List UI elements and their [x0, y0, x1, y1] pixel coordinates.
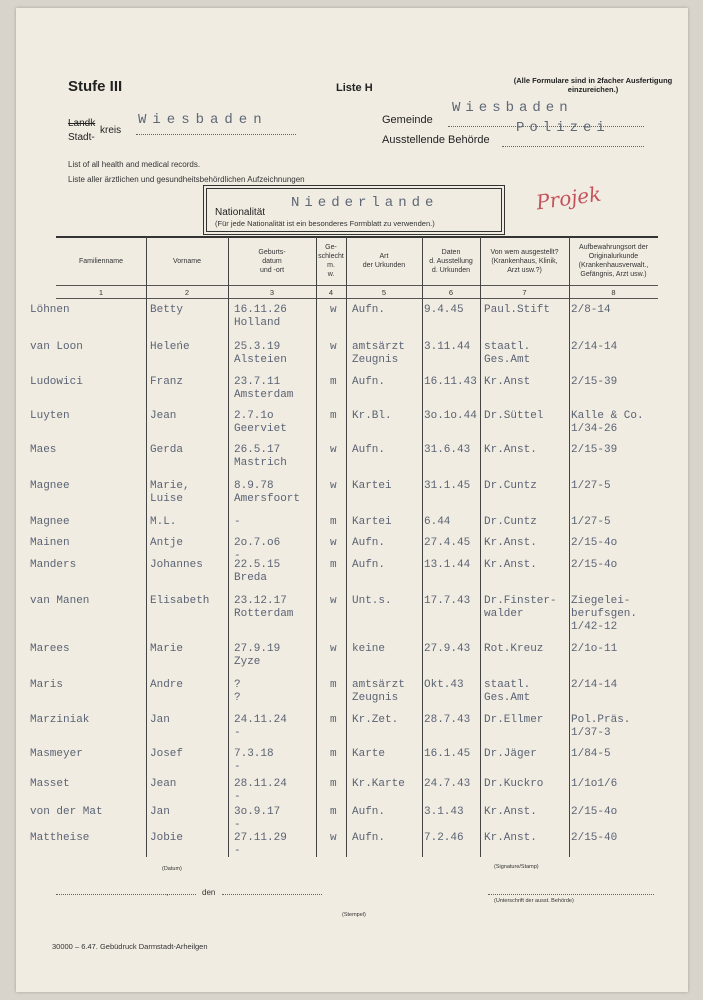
column-divider — [480, 237, 481, 857]
kreis-label: kreis — [100, 125, 122, 136]
cell-ort: 2/14-14 — [571, 341, 618, 353]
cell-ort: 2/14-14 — [571, 679, 618, 691]
stadtkreis-label: Stadt- — [68, 132, 95, 143]
list-german: Liste aller ärztlichen und gesundheitsbehördlichen Aufzeichnungen — [68, 175, 305, 184]
cell-von: staatl. Ges.Amt — [484, 679, 531, 704]
cell-art: Kartei — [352, 516, 392, 528]
document-sheet: Stufe III Liste H (Alle Formulare sind in 2facher Ausfertigung einzureichen.) Landk Stadt- kreis Wiesbaden Gemeinde Wiesbaden Ausstellende Behörde Polizei List of all health and medical records. Liste aller ärztlichen und gesundheitsbehördlichen Aufzeichnungen Nationalität Niederlande (Für jede Nationalität ist ein besonderes Formblatt zu verwenden.) Projek Familienname 1 Vorname 2 Geburts- datum und -ort 3 Ge- schlecht m. w. 4 Art der Urkunden 5 Daten d. Ausstellung d. Urkunden 6 Von wem ausgestellt? (Krankenhaus, Klinik, Arzt usw.?) 7 Aufbewahrungsort der Originalurkunde (Krankenhausverwalt., Gefängnis, Arzt usw.) 8 Löhnen Betty 16.11.26 Holland w Aufn. 9.4.45 Paul.Stift 2/8-14 van Loon Heleńe 25.3.19 Alsteien w amtsärzt Zeugnis 3.11.44 staatl. Ges.Amt 2/14-14 Ludowici Franz 23.7.11 Amsterdam m Aufn. 16.11.43 Kr.Anst 2/15-39 Luyten Jean 2.7.1o Geerviet m Kr.Bl. 3o.1o.44 Dr.Süttel Kalle & Co. 1/34-26 Maes Gerda 26.5.17 Mastrich w Aufn. 31.6.43 Kr.Anst. 2/15-39 Magnee Marie, Luise 8.9.78 Amersfoort w Kartei 31.1.45 Dr.Cuntz 1/27-5 Magnee M.L. - m Kartei 6.44 Dr.Cuntz 1/27-5 Mainen Antje 2o.7.o6 - w Aufn. 27.4.45 Kr.Anst. 2/15-4o Manders Johannes 22.5.15 Breda m Aufn. 13.1.44 Kr.Anst. 2/15-4o van Manen Elisabeth 23.12.17 Rotterdam w Unt.s. 17.7.43 Dr.Finster- walder Ziegelei- berufsgen. 1/42-12 Marees Marie 27.9.19 Zyze w keine 27.9.43 Rot.Kreuz 2/1o-11 Maris Andre ? ? m amtsärzt Zeugnis Okt.43 staatl. Ges.Amt 2/14-14 Marziniak Jan 24.11.24 - m Kr.Zet. 28.7.43 Dr.Ellmer Pol.Präs. 1/37-3 Masmeyer Josef 7.3.18 - m Karte 16.1.45 Dr.Jäger 1/84-5 Masset Jean 28.11.24 - m Kr.Karte 24.7.43 Dr.Kuckro 1/1o1/6 von der Mat Jan 3o.9.17 - m Aufn. 3.1.43 Kr.Anst. 2/15-4o Mattheise Jobie 27.11.29 - w Aufn. 7.2.46 Kr.Anst. 2/15-40 (Datum) (Signature/Stamp) , den (Stempel) (Unterschrift der ausst. Behörde) 30000 – 6.47. Gebüdruck Darmstadt-Arheilgen — [16, 8, 688, 992]
cell-geburt: 23.7.11 Amsterdam — [234, 376, 294, 401]
cell-datum: 28.7.43 — [424, 714, 471, 726]
cell-vorname: Betty — [150, 304, 184, 316]
cell-ort: 2/15-4o — [571, 559, 618, 571]
column-divider — [346, 237, 347, 857]
cell-name: Maes — [30, 444, 57, 456]
nationality-value: Niederlande — [291, 195, 439, 211]
ausfertigung-note — [508, 76, 678, 94]
behoerde-value: Polizei — [516, 120, 610, 136]
column-number-3: 3 — [269, 288, 275, 297]
cell-ort: 1/84-5 — [571, 748, 611, 760]
cell-vorname: Heleńe — [150, 341, 190, 353]
cell-g: w — [330, 832, 337, 844]
column-number-5: 5 — [381, 288, 387, 297]
gemeinde-label: Gemeinde — [382, 114, 433, 126]
cell-datum: 16.1.45 — [424, 748, 471, 760]
cell-art: Aufn. — [352, 376, 386, 388]
cell-g: w — [330, 643, 337, 655]
cell-datum: 17.7.43 — [424, 595, 471, 607]
cell-art: Aufn. — [352, 806, 386, 818]
cell-art: Kr.Bl. — [352, 410, 392, 422]
den-label: den — [202, 888, 216, 897]
column-header-8: Aufbewahrungsort der Originalurkunde (Krankenhausverwalt., Gefängnis, Arzt usw.) — [578, 244, 649, 278]
cell-datum: 7.2.46 — [424, 832, 464, 844]
cell-ort: Kalle & Co. 1/34-26 — [571, 410, 644, 435]
cell-art: Karte — [352, 748, 386, 760]
cell-name: Maris — [30, 679, 64, 691]
stufe-title: Stufe III — [68, 78, 123, 95]
unterschrift-label: (Unterschrift der ausst. Behörde) — [494, 898, 574, 904]
cell-ort: Ziegelei- berufsgen. 1/42-12 — [571, 595, 638, 633]
cell-art: Unt.s. — [352, 595, 392, 607]
cell-art: Kr.Karte — [352, 778, 405, 790]
cell-von: Dr.Jäger — [484, 748, 537, 760]
cell-von: Kr.Anst — [484, 376, 531, 388]
cell-datum: Okt.43 — [424, 679, 464, 691]
cell-name: Masset — [30, 778, 70, 790]
cell-art: amtsärzt Zeugnis — [352, 679, 405, 704]
cell-vorname: Johannes — [150, 559, 203, 571]
cell-ort: 2/8-14 — [571, 304, 611, 316]
cell-g: w — [330, 304, 337, 316]
cell-name: Mattheise — [30, 832, 90, 844]
cell-g: w — [330, 341, 337, 353]
cell-datum: 13.1.44 — [424, 559, 471, 571]
cell-geburt: 2.7.1o Geerviet — [234, 410, 287, 435]
column-header-3: Geburts- datum und -ort — [258, 248, 286, 274]
cell-g: w — [330, 595, 337, 607]
cell-art: Aufn. — [352, 444, 386, 456]
cell-g: m — [330, 410, 337, 422]
cell-geburt: 2o.7.o6 - — [234, 537, 281, 562]
cell-geburt: 25.3.19 Alsteien — [234, 341, 287, 366]
column-number-7: 7 — [522, 288, 527, 297]
cell-datum: 3.11.44 — [424, 341, 471, 353]
column-divider — [569, 237, 570, 857]
column-header-2: Vorname — [172, 257, 202, 265]
nationality-label: Nationalität — [215, 207, 266, 218]
cell-geburt: ? ? — [234, 679, 241, 704]
cell-art: Aufn. — [352, 559, 386, 571]
cell-name: van Manen — [30, 595, 90, 607]
cell-vorname: Elisabeth — [150, 595, 210, 607]
cell-geburt: 3o.9.17 - — [234, 806, 281, 831]
column-number-2: 2 — [184, 288, 190, 297]
red-handwritten-mark: Projek — [534, 181, 603, 215]
column-divider — [422, 237, 423, 857]
cell-datum: 6.44 — [424, 516, 451, 528]
cell-von: Dr.Cuntz — [484, 480, 537, 492]
ausfertigung-text: (Alle Formulare sind in 2facher Ausfertigung einzureichen.) — [513, 76, 673, 94]
cell-name: Magnee — [30, 480, 70, 492]
cell-ort: 2/15-40 — [571, 832, 618, 844]
cell-von: Dr.Kuckro — [484, 778, 544, 790]
stempel-label: (Stempel) — [342, 912, 366, 918]
cell-art: amtsärzt Zeugnis — [352, 341, 405, 366]
liste-title: Liste H — [336, 82, 373, 94]
nationality-box — [206, 188, 502, 232]
cell-vorname: Jobie — [150, 832, 184, 844]
cell-vorname: Andre — [150, 679, 184, 691]
column-number-8: 8 — [611, 288, 616, 297]
cell-g: w — [330, 444, 337, 456]
cell-geburt: 22.5.15 Breda — [234, 559, 281, 584]
cell-name: von der Mat — [30, 806, 103, 818]
cell-geburt: 24.11.24 - — [234, 714, 287, 739]
behoerde-label: Ausstellende Behörde — [382, 134, 490, 146]
cell-vorname: Gerda — [150, 444, 184, 456]
cell-geburt: 16.11.26 Holland — [234, 304, 287, 329]
cell-datum: 27.4.45 — [424, 537, 471, 549]
column-divider — [228, 237, 229, 857]
cell-datum: 9.4.45 — [424, 304, 464, 316]
cell-art: Kartei — [352, 480, 392, 492]
cell-datum: 3.1.43 — [424, 806, 464, 818]
cell-geburt: 26.5.17 Mastrich — [234, 444, 287, 469]
cell-name: Manders — [30, 559, 77, 571]
cell-ort: 2/15-39 — [571, 376, 618, 388]
column-number-1: 1 — [98, 288, 104, 297]
column-divider — [316, 237, 317, 857]
column-number-6: 6 — [448, 288, 454, 297]
cell-geburt: 7.3.18 - — [234, 748, 274, 773]
cell-g: m — [330, 748, 337, 760]
cell-vorname: Antje — [150, 537, 184, 549]
kreis-value: Wiesbaden — [138, 112, 268, 128]
cell-name: Löhnen — [30, 304, 70, 316]
cell-vorname: Jan — [150, 806, 170, 818]
cell-geburt: 27.9.19 Zyze — [234, 643, 281, 668]
cell-art: Kr.Zet. — [352, 714, 399, 726]
cell-g: m — [330, 714, 337, 726]
cell-datum: 16.11.43 — [424, 376, 477, 388]
cell-vorname: Marie — [150, 643, 184, 655]
cell-von: Kr.Anst. — [484, 537, 537, 549]
column-header-4: Ge- schlecht m. w. — [318, 244, 344, 278]
cell-geburt: 27.11.29 - — [234, 832, 287, 857]
column-header-6: Daten d. Ausstellung d. Urkunden — [429, 248, 473, 274]
column-number-4: 4 — [328, 288, 334, 297]
cell-von: Dr.Finster- walder — [484, 595, 557, 620]
cell-ort: 2/1o-11 — [571, 643, 618, 655]
cell-art: Aufn. — [352, 304, 386, 316]
cell-name: Luyten — [30, 410, 70, 422]
cell-g: m — [330, 778, 337, 790]
cell-art: keine — [352, 643, 386, 655]
cell-datum: 27.9.43 — [424, 643, 471, 655]
cell-vorname: Marie, Luise — [150, 480, 190, 505]
cell-vorname: Jan — [150, 714, 170, 726]
list-english: List of all health and medical records. — [68, 160, 201, 169]
cell-g: m — [330, 559, 337, 571]
cell-von: Kr.Anst. — [484, 806, 537, 818]
cell-von: Kr.Anst. — [484, 444, 537, 456]
cell-g: m — [330, 679, 337, 691]
cell-geburt: 28.11.24 - — [234, 778, 287, 803]
cell-geburt: - — [234, 516, 241, 528]
landkreis-label: Landk — [68, 118, 96, 129]
cell-vorname: M.L. — [150, 516, 177, 528]
cell-name: Ludowici — [30, 376, 83, 388]
cell-ort: 2/15-4o — [571, 537, 618, 549]
cell-vorname: Jean — [150, 778, 177, 790]
column-header-1: Familienname — [79, 257, 123, 265]
signature-label: (Signature/Stamp) — [494, 864, 539, 870]
cell-name: Marees — [30, 643, 70, 655]
cell-datum: 31.1.45 — [424, 480, 471, 492]
cell-von: Rot.Kreuz — [484, 643, 544, 655]
cell-von: Kr.Anst. — [484, 832, 537, 844]
cell-name: van Loon — [30, 341, 83, 353]
cell-ort: Pol.Präs. 1/37-3 — [571, 714, 631, 739]
column-header-7: Von wem ausgestellt? (Krankenhaus, Klinik, Arzt usw.?) — [490, 248, 559, 274]
cell-art: Aufn. — [352, 537, 386, 549]
cell-von: Dr.Cuntz — [484, 516, 537, 528]
cell-ort: 2/15-4o — [571, 806, 618, 818]
cell-vorname: Jean — [150, 410, 177, 422]
cell-vorname: Josef — [150, 748, 184, 760]
cell-g: m — [330, 516, 337, 528]
cell-von: staatl. Ges.Amt — [484, 341, 531, 366]
cell-g: m — [330, 806, 337, 818]
cell-art: Aufn. — [352, 832, 386, 844]
cell-ort: 1/27-5 — [571, 516, 611, 528]
cell-vorname: Franz — [150, 376, 184, 388]
cell-g: w — [330, 537, 337, 549]
cell-ort: 1/27-5 — [571, 480, 611, 492]
cell-datum: 31.6.43 — [424, 444, 471, 456]
gemeinde-value: Wiesbaden — [452, 100, 573, 116]
column-divider — [146, 237, 147, 857]
nationality-note: (Für jede Nationalität ist ein besonderes Formblatt zu verwenden.) — [215, 219, 435, 228]
date-label: (Datum) — [162, 866, 182, 872]
cell-name: Marziniak — [30, 714, 90, 726]
cell-name: Mainen — [30, 537, 70, 549]
cell-von: Kr.Anst. — [484, 559, 537, 571]
cell-ort: 2/15-39 — [571, 444, 618, 456]
cell-ort: 1/1o1/6 — [571, 778, 618, 790]
cell-g: m — [330, 376, 337, 388]
column-header-5: Art der Urkunden — [362, 253, 406, 269]
cell-von: Dr.Süttel — [484, 410, 544, 422]
cell-geburt: 8.9.78 Amersfoort — [234, 480, 301, 505]
print-note: 30000 – 6.47. Gebüdruck Darmstadt-Arheilgen — [52, 942, 208, 951]
cell-datum: 3o.1o.44 — [424, 410, 477, 422]
cell-name: Magnee — [30, 516, 70, 528]
cell-von: Paul.Stift — [484, 304, 551, 316]
cell-name: Masmeyer — [30, 748, 83, 760]
cell-von: Dr.Ellmer — [484, 714, 544, 726]
cell-geburt: 23.12.17 Rotterdam — [234, 595, 294, 620]
cell-datum: 24.7.43 — [424, 778, 471, 790]
cell-g: w — [330, 480, 337, 492]
